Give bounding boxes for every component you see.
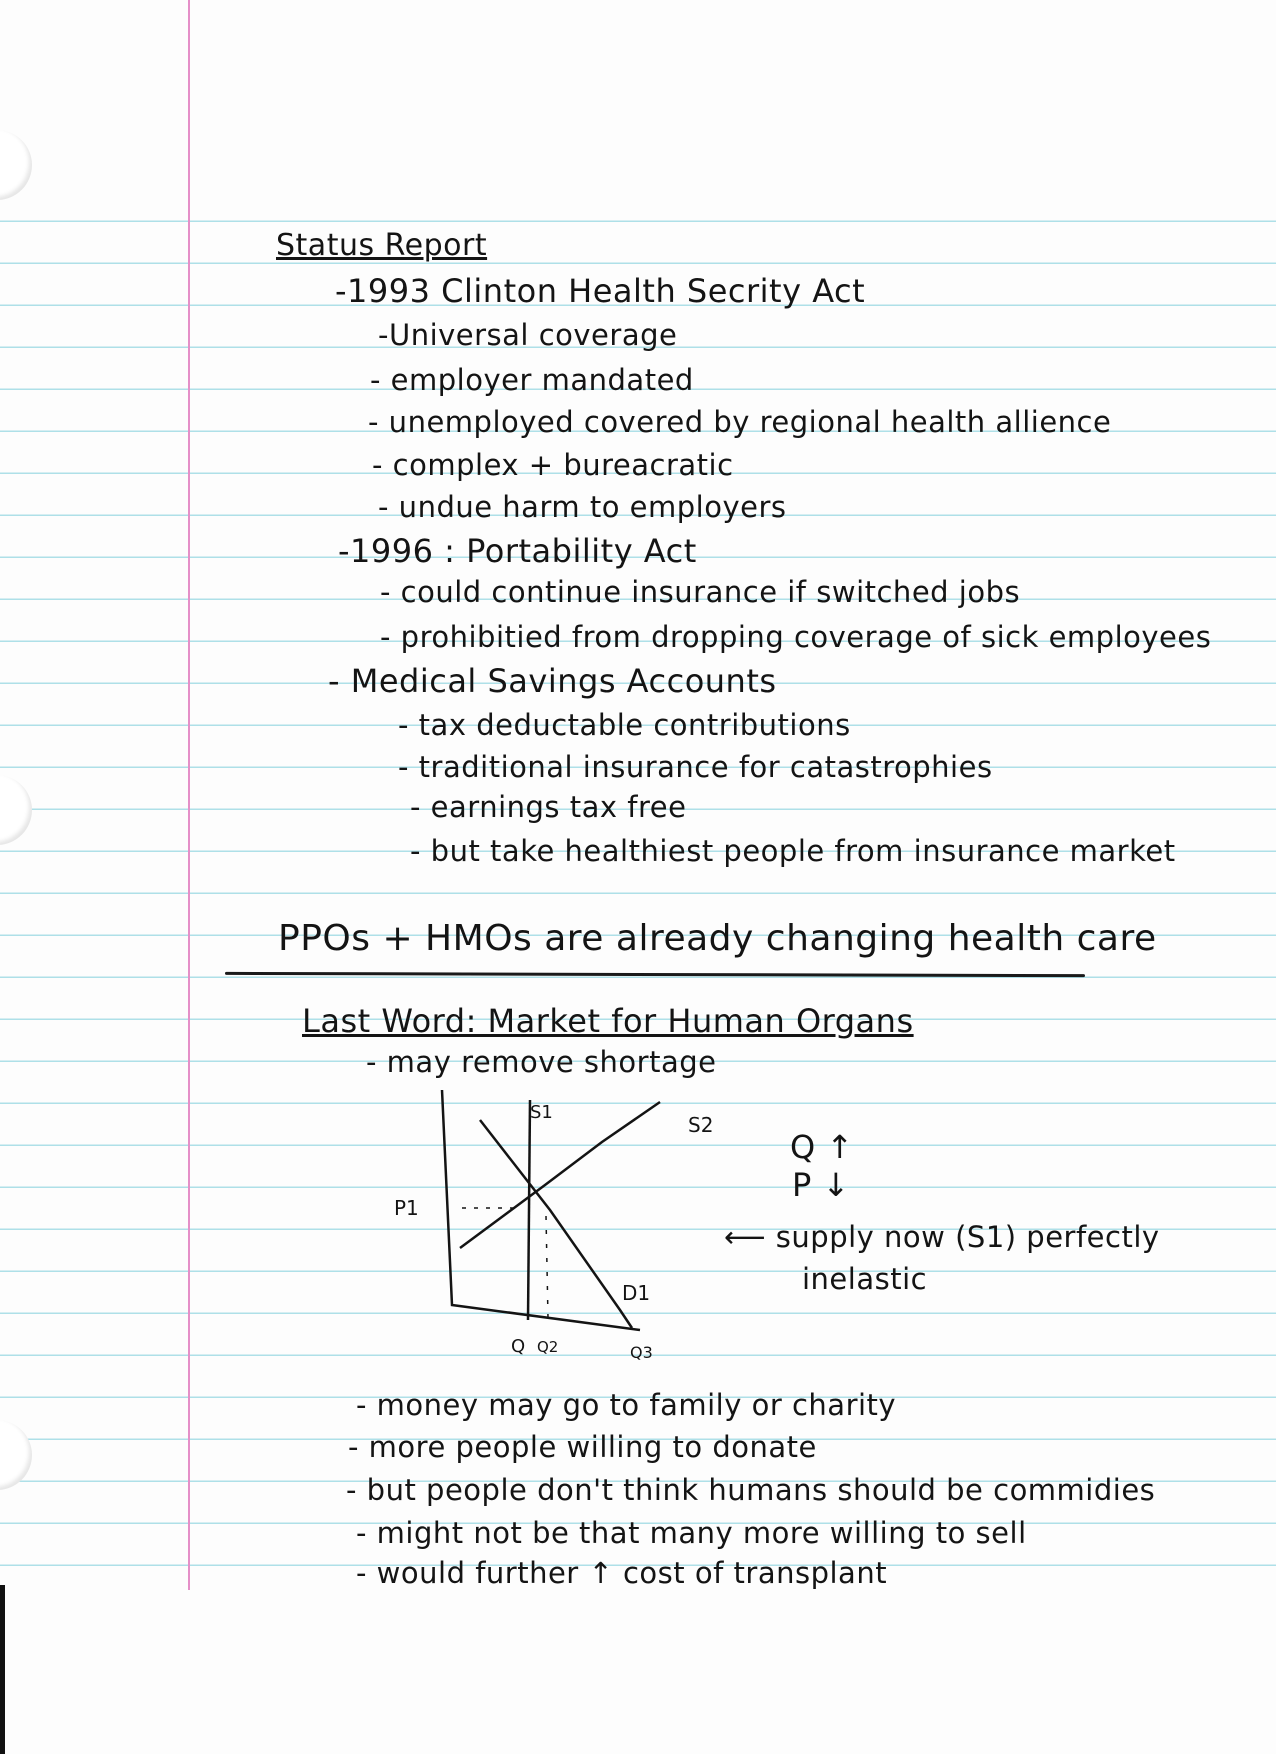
portability-item: - prohibitied from dropping coverage of sick employees xyxy=(380,620,1212,654)
clinton-item: - employer mandated xyxy=(370,363,694,397)
last-word-title: Last Word: Market for Human Organs xyxy=(302,1002,914,1040)
q2-label: Q2 xyxy=(537,1338,559,1356)
q3-label: Q3 xyxy=(630,1343,653,1360)
paper-footer-area xyxy=(0,1600,1276,1754)
demand-curve-d1 xyxy=(480,1120,632,1328)
quantity-guide xyxy=(546,1216,548,1318)
organ-item: - more people willing to donate xyxy=(348,1430,817,1464)
inelastic-note: inelastic xyxy=(802,1262,928,1296)
q-label: Q xyxy=(511,1336,526,1357)
scan-edge xyxy=(0,1585,5,1754)
paper-header-area xyxy=(0,0,1276,180)
clinton-item: - unemployed covered by regional health allience xyxy=(368,405,1112,439)
supply-demand-sketch xyxy=(370,1090,730,1360)
msa-item: - traditional insurance for catastrophies xyxy=(398,750,993,784)
portability-item: - could continue insurance if switched jobs xyxy=(380,575,1021,609)
msa-item: - earnings tax free xyxy=(410,790,687,824)
d1-label: D1 xyxy=(622,1281,651,1305)
p-down-note: P ↓ xyxy=(792,1166,850,1204)
margin-line xyxy=(188,0,190,1590)
clinton-item: - complex + bureacratic xyxy=(372,448,734,482)
portability-act-line: -1996 : Portability Act xyxy=(338,532,697,570)
msa-item: - tax deductable contributions xyxy=(398,708,851,742)
organ-item: - would further ↑ cost of transplant xyxy=(356,1556,888,1590)
clinton-act-line: -1993 Clinton Health Secrity Act xyxy=(335,272,866,310)
shortage-line: - may remove shortage xyxy=(366,1045,717,1079)
organ-item: - money may go to family or charity xyxy=(356,1388,897,1422)
p1-label: P1 xyxy=(394,1196,419,1220)
q-up-note: Q ↑ xyxy=(790,1128,854,1166)
supply-note: ⟵ supply now (S1) perfectly xyxy=(724,1220,1160,1254)
ppo-hmo-line: PPOs + HMOs are already changing health care xyxy=(278,918,1157,959)
clinton-item: -Universal coverage xyxy=(378,318,678,352)
clinton-item: - undue harm to employers xyxy=(378,490,787,524)
supply-curve-s1 xyxy=(528,1100,530,1320)
msa-item: - but take healthiest people from insurance market xyxy=(410,834,1176,868)
organ-item: - but people don't think humans should be commidies xyxy=(346,1473,1156,1507)
s1-label: S1 xyxy=(530,1102,553,1123)
organ-item: - might not be that many more willing to sell xyxy=(356,1516,1027,1550)
msa-line: - Medical Savings Accounts xyxy=(328,662,777,700)
s2-label: S2 xyxy=(688,1113,714,1137)
status-report-title: Status Report xyxy=(276,228,488,263)
